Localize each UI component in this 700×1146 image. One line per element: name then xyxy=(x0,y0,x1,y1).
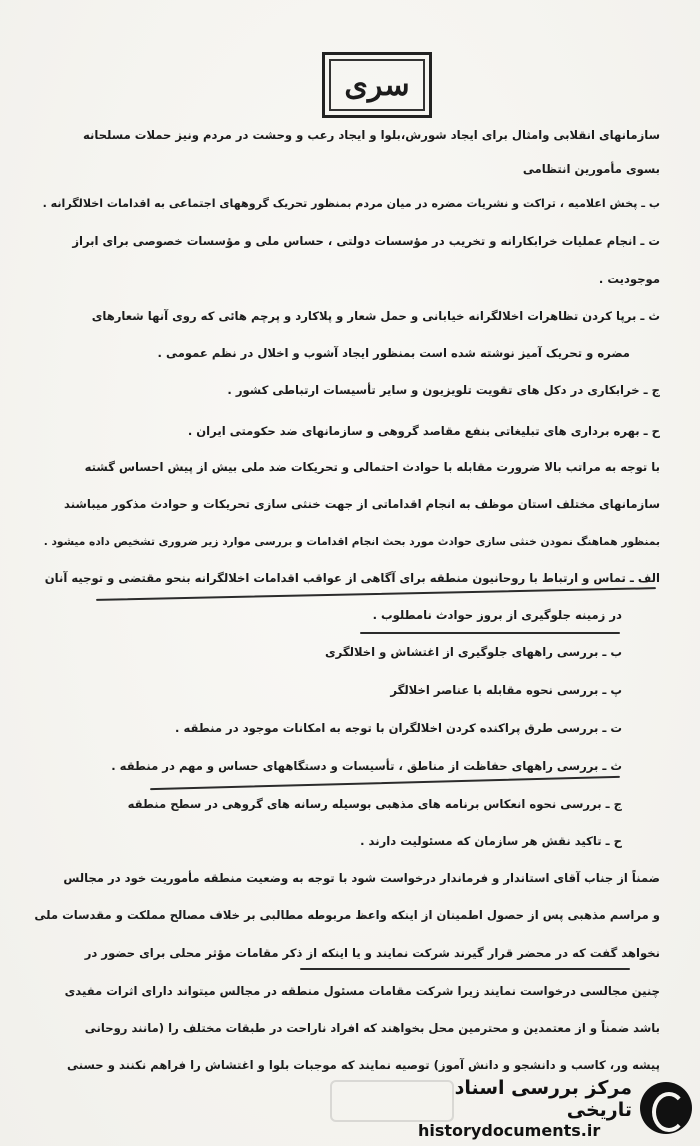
handwritten-underline xyxy=(96,587,656,601)
body-line: بمنظور هماهنگ نمودن خنثی سازی حوادث مورد بحث انجام اقدامات و بررسی موارد زیر ضروری تشخیص داده میشود . xyxy=(43,535,660,548)
body-line: در زمینه جلوگیری از بروز حوادث نامطلوب . xyxy=(372,608,622,622)
list-item-b2: ب ـ بررسی راههای جلوگیری از اغتشاش و اخلالگری xyxy=(325,645,622,659)
list-item-j2: ج ـ بررسی نحوه انعکاس برنامه های مذهبی بوسیله رسانه های گروهی در سطح منطقه xyxy=(127,797,622,811)
body-line: مضره و تحریک آمیز نوشته شده است بمنظور ایجاد آشوب و اخلال در نظم عمومی . xyxy=(157,346,630,360)
list-item-th: ث ـ برپا کردن تظاهرات اخلالگرانه خیابانی و حمل شعار و پلاکارد و پرچم هائی که روی آنها شعارهای xyxy=(91,309,660,323)
body-line: ضمناً از جناب آقای استاندار و فرماندار درخواست شود با توجه به وضعیت منطقه مأموریت خود در مجالس xyxy=(63,871,660,885)
list-item-alef: الف ـ تماس و ارتباط با روحانیون منطقه برای آگاهی از عواقب اقدامات اخلالگرانه بنحو مقتضی و توجیه آنان xyxy=(44,571,660,585)
archive-watermark xyxy=(418,1078,692,1138)
handwritten-underline xyxy=(150,776,620,790)
body-line: نخواهد گفت که در محضر قرار گیرند شرکت نمایند و یا اینکه از ذکر مقامات مؤثر محلی برای حضور در xyxy=(84,946,660,960)
body-line: بسوی مأمورین انتظامی xyxy=(522,162,660,176)
body-line: سازمانهای انقلابی وامثال برای ایجاد شورش،بلوا و ایجاد رعب و وحشت در مردم ونیز حملات مسلحانه xyxy=(82,128,660,142)
body-line: سازمانهای مختلف استان موظف به انجام اقداماتی از جهت خنثی سازی تحریکات و حوادث مذکور میباشند xyxy=(64,497,660,511)
body-line: چنین مجالسی درخواست نمایند زیرا شرکت مقامات مسئول منطقه در مجالس میتواند دارای اثرات مفیدی xyxy=(64,984,660,998)
list-item-t: ت ـ انجام عملیات خرابکارانه و تخریب در مؤسسات دولتی ، حساس ملی و مؤسسات خصوصی برای ابراز xyxy=(72,234,660,248)
watermark-url: historydocuments.ir xyxy=(418,1120,601,1140)
archive-logo-icon xyxy=(640,1082,692,1134)
body-line: باشد ضمناً و از معتمدین و محترمین محل بخواهند که افراد ناراحت در طبقات مختلف را (مانند روحانی xyxy=(84,1021,660,1035)
body-line: با توجه به مراتب بالا ضرورت مقابله با حوادث احتمالی و تحریکات ضد ملی بیش از پیش احساس گشته xyxy=(84,460,660,474)
list-item-h2: ح ـ تاکید نقش هر سازمان که مسئولیت دارند . xyxy=(360,834,622,848)
classification-stamp xyxy=(322,52,432,118)
classification-label: سری xyxy=(344,67,410,103)
list-item-b: ب ـ پخش اعلامیه ، تراکت و نشریات مضره در میان مردم بمنظور تحریک گروههای اجتماعی به اقدامات اخلالگرانه . xyxy=(42,197,660,210)
list-item-p: پ ـ بررسی نحوه مقابله با عناصر اخلالگر xyxy=(390,683,622,697)
body-line: و مراسم مذهبی پس از حصول اطمینان از اینکه واعظ مربوطه مطالبی بر خلاف مصالح مملکت و مقدسات ملی xyxy=(34,908,660,922)
list-item-h: ح ـ بهره برداری های تبلیغاتی بنفع مقاصد گروهی و سازمانهای ضد حکومتی ایران . xyxy=(187,424,660,438)
list-item-t2: ت ـ بررسی طرق پراکنده کردن اخلالگران با توجه به امکانات موجود در منطقه . xyxy=(175,721,622,735)
watermark-title: مرکز بررسی اسناد تاریخی xyxy=(454,1076,632,1121)
handwritten-underline xyxy=(360,632,620,634)
list-item-j: ج ـ خرابکاری در دکل های تقویت تلویزیون و سایر تأسیسات ارتباطی کشور . xyxy=(227,383,660,397)
body-line: موجودیت . xyxy=(598,272,660,286)
handwritten-underline xyxy=(300,968,630,970)
list-item-th2: ث ـ بررسی راههای حفاظت از مناطق ، تأسیسات و دستگاههای حساس و مهم در منطقه . xyxy=(111,759,622,773)
body-line: پیشه ور، کاسب و دانشجو و دانش آموز) توصیه نمایند که موجبات بلوا و اغتشاش را فراهم نکنند و حسنی xyxy=(67,1058,660,1072)
